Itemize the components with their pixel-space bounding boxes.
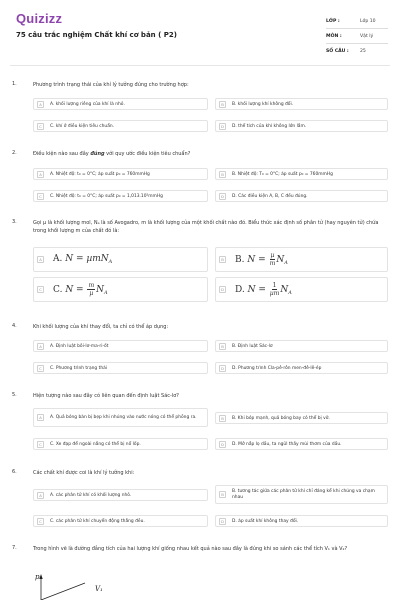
option-letter: C	[37, 365, 44, 372]
option-letter: C	[37, 441, 44, 448]
quizizz-logo: Quizizz	[16, 11, 63, 26]
question-6	[12, 469, 388, 535]
question-number: 2.	[12, 150, 17, 156]
option-letter: B	[219, 101, 226, 108]
option-letter: D	[219, 441, 226, 448]
worksheet-title: 75 câu trắc nghiệm Chất khí cơ bản ( P2)	[16, 31, 177, 39]
option-letter: B	[219, 171, 226, 178]
option-text: C. các phân tử khí chuyển động thẳng đều.	[50, 518, 145, 524]
option-a[interactable]	[33, 408, 208, 427]
option-text: D. thể tích của khí không lớn lắm.	[232, 123, 307, 129]
option-letter: D	[219, 365, 226, 372]
option-a[interactable]	[33, 340, 208, 352]
option-letter: C	[37, 518, 44, 525]
option-letter: D	[219, 193, 226, 200]
option-letter: C	[37, 193, 44, 200]
option-b[interactable]	[215, 98, 388, 110]
option-letter: B	[219, 256, 226, 263]
question-text: Gọi µ là khối lượng mol, Nₐ là số Avogadro, m là khối lượng của một khối chất nào đó. Biểu thức xác định số phân tử (hay nguyên tử) chứa trong khối lượng m của chất đó là:	[33, 220, 379, 234]
option-b[interactable]	[215, 168, 388, 180]
question-7	[12, 545, 388, 569]
option-letter: D	[219, 123, 226, 130]
header-divider	[10, 65, 390, 66]
option-a[interactable]	[33, 168, 208, 180]
question-1	[12, 81, 388, 133]
option-c[interactable]	[33, 362, 208, 374]
option-text: A. Định luật bôi-lơ-ma-ri-ốt	[50, 343, 109, 349]
question-number: 7.	[12, 545, 17, 551]
option-text: D. áp suất khí không thay đổi.	[232, 518, 299, 524]
isochoric-graph	[33, 571, 113, 600]
option-text: D. Mở nắp lọ dầu, ta ngửi thấy mùi thơm của dầu.	[232, 441, 342, 447]
option-b[interactable]	[215, 247, 388, 272]
option-a[interactable]	[33, 98, 208, 110]
option-b[interactable]	[215, 485, 388, 504]
question-text: Trong hình vẽ là đường đẳng tích của hai lượng khí giống nhau kết quả nào sau đây là đúng khi so sánh các thể tích V₁ và V₂?	[33, 546, 348, 552]
question-5	[12, 392, 388, 458]
question-text: Hiện tượng nào sau đây có liên quan đến định luật Sác-lơ?	[33, 393, 179, 399]
option-text: A. Quả bóng bàn bị bẹp khi nhúng vào nước nóng có thể phồng ra.	[50, 414, 197, 420]
option-c[interactable]	[33, 190, 208, 202]
option-c[interactable]	[33, 438, 208, 450]
emphasis-text: đúng	[90, 151, 105, 157]
option-c[interactable]	[33, 120, 208, 132]
question-4	[12, 323, 388, 375]
option-c[interactable]	[33, 277, 208, 302]
option-text: C. Phương trình trạng thái	[50, 365, 108, 371]
option-letter: C	[37, 123, 44, 130]
option-letter: B	[219, 491, 226, 498]
option-letter: B	[219, 343, 226, 350]
question-text: Các chất khí được coi là khí lý tưởng khi:	[33, 470, 135, 476]
option-d[interactable]	[215, 277, 388, 302]
option-letter: A	[37, 256, 44, 263]
option-letter: A	[37, 101, 44, 108]
question-text: Phương trình trạng thái của khí lý tưởng đúng cho trường hợp:	[33, 82, 189, 88]
option-formula: D. N = $\frac{1}{\text{µm}}$ $N_A$	[235, 282, 292, 297]
option-text: B. khối lượng khí không đổi.	[232, 101, 294, 107]
meta-subject: MÔN : Vật lý	[326, 29, 388, 44]
option-d[interactable]	[215, 190, 388, 202]
option-text: C. khí ở điều kiện tiêu chuẩn.	[50, 123, 115, 129]
option-text: C. Nhiệt độ: t₀ = 0°C; áp suất p₀ = 1,013.10⁵mmHg	[50, 193, 163, 199]
option-text: D. Các điều kiện A, B, C đều đúng.	[232, 193, 308, 199]
option-text: B. Định luật Sác-lơ	[232, 343, 273, 349]
option-letter: D	[219, 518, 226, 525]
line-label-v1: V₁	[95, 585, 103, 593]
option-d[interactable]	[215, 515, 388, 527]
question-number: 1.	[12, 81, 17, 87]
worksheet-header	[0, 0, 400, 62]
question-3	[12, 219, 388, 309]
option-b[interactable]	[215, 340, 388, 352]
option-d[interactable]	[215, 438, 388, 450]
option-letter: D	[219, 286, 226, 293]
option-a[interactable]	[33, 489, 208, 501]
question-number: 4.	[12, 323, 17, 329]
option-text: A. các phân tử khí có khối lượng nhỏ.	[50, 492, 132, 498]
isochore-line-v1	[41, 583, 85, 600]
option-formula: A. N = µmN$_A$	[53, 254, 113, 265]
question-number: 5.	[12, 392, 17, 398]
option-text: B. Khi bóp mạnh, quả bóng bay có thể bị vỡ.	[232, 415, 330, 421]
question-2	[12, 150, 388, 202]
y-axis-arrow	[39, 574, 42, 579]
option-letter: B	[219, 415, 226, 422]
option-d[interactable]	[215, 120, 388, 132]
option-letter: C	[37, 286, 44, 293]
option-d[interactable]	[215, 362, 388, 374]
meta-class: LỚP : Lớp 10	[326, 14, 388, 29]
option-formula: C. N = $\frac{m}{\text{µ}}$ $N_A$	[53, 282, 108, 297]
option-letter: A	[37, 343, 44, 350]
option-text: B. tương tác giữa các phân tử khí chỉ đáng kể khi chúng va chạm nhau	[232, 488, 375, 500]
y-axis-label: p	[35, 573, 40, 581]
worksheet-meta	[326, 14, 388, 59]
option-text: D. Phương trình Cla-pê-rôn men-đê-lê-ép	[232, 365, 322, 371]
meta-question-count: SỐ CÂU : 25	[326, 49, 366, 54]
option-a[interactable]	[33, 247, 208, 272]
option-text: A. Nhiệt độ: t₀ = 0°C; áp suất p₀ = 760mmHg	[50, 171, 150, 177]
question-text: Khi khối lượng của khí thay đổi, ta chỉ có thể áp dụng:	[33, 324, 169, 330]
option-letter: A	[37, 414, 44, 421]
question-number: 6.	[12, 469, 17, 475]
option-text: B. Nhiệt độ: T₀ = 0°C; áp suất p₀ = 760mmHg	[232, 171, 333, 177]
question-text: Điều kiện nào sau đây đúng với quy ước điều kiện tiêu chuẩn?	[33, 151, 191, 157]
option-b[interactable]	[215, 412, 388, 424]
option-letter: A	[37, 171, 44, 178]
option-c[interactable]	[33, 515, 208, 527]
option-formula: B. N = $\frac{\text{µ}}{m}$ $N_A$	[235, 252, 288, 267]
option-letter: A	[37, 492, 44, 499]
option-text: C. Xe đạp để ngoài nắng có thể bị nổ lốp.	[50, 441, 141, 447]
question-number: 3.	[12, 219, 17, 225]
option-text: A. khối lượng riêng của khí là nhỏ.	[50, 101, 125, 107]
